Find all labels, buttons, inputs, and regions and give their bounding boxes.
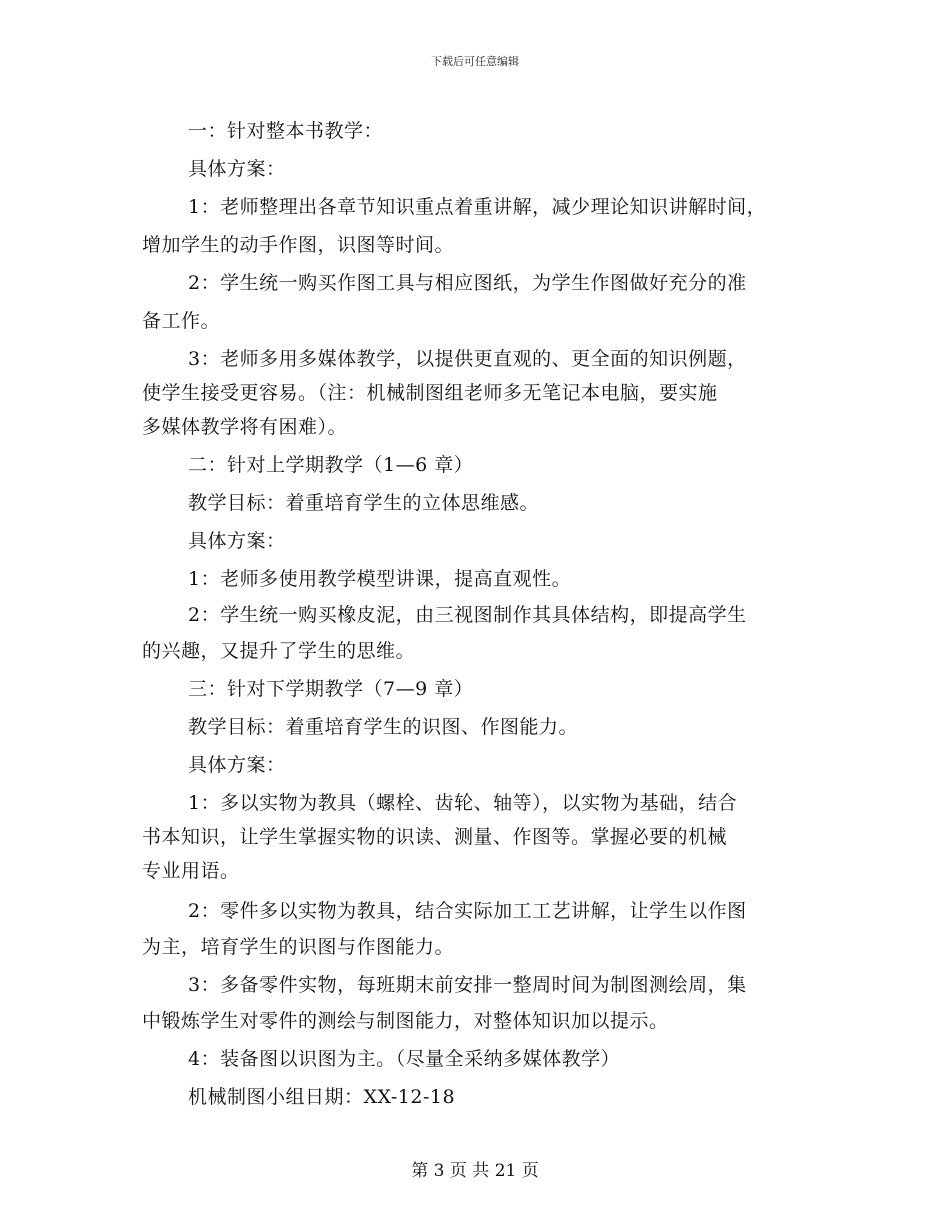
text-line: 3：多备零件实物，每班期末前安排一整周时间为制图测绘周，集 [188,974,747,996]
text-line: 多媒体教学将有困难）。 [142,416,348,438]
text-line: 具体方案： [188,530,286,552]
text-line: 的兴趣，又提升了学生的思维。 [142,640,416,662]
text-line: 教学目标：着重培育学生的立体思维感。 [188,492,540,514]
text-line: 备工作。 [142,310,221,332]
text-line: 具体方案： [188,158,286,180]
text-line: 1：多以实物为教具（螺栓、齿轮、轴等），以实物为基础，结合 [188,792,738,814]
text-line: 书本知识，让学生掌握实物的识读、测量、作图等。掌握必要的机械 [142,826,728,848]
text-line: 中锻炼学生对零件的测绘与制图能力，对整体知识加以提示。 [142,1010,669,1032]
text-line: 3：老师多用多媒体教学，以提供更直观的、更全面的知识例题， [188,348,747,370]
text-line: 一：针对整本书教学： [188,120,384,142]
text-line: 1：老师整理出各章节知识重点着重讲解，减少理论知识讲解时间， [188,196,767,218]
text-line: 三：针对下学期教学（7—9 章） [188,678,474,700]
text-line: 使学生接受更容易。（注：机械制图组老师多无笔记本电脑，要实施 [142,382,718,404]
text-line: 2：学生统一购买作图工具与相应图纸，为学生作图做好充分的准 [188,272,747,294]
text-line: 2：学生统一购买橡皮泥，由三视图制作其具体结构，即提高学生 [188,604,747,626]
page-footer: 第 3 页 共 21 页 [411,1161,539,1181]
page-header: 下载后可任意编辑 [431,55,519,68]
text-line: 2：零件多以实物为教具，结合实际加工工艺讲解，让学生以作图 [188,900,747,922]
text-line: 二：针对上学期教学（1—6 章） [188,454,474,476]
text-line: 1：老师多使用教学模型讲课，提高直观性。 [188,568,572,590]
text-line: 增加学生的动手作图，识图等时间。 [142,234,455,256]
text-line: 教学目标：着重培育学生的识图、作图能力。 [188,716,579,738]
text-line: 具体方案： [188,754,286,776]
text-line: 4：装备图以识图为主。（尽量全采纳多媒体教学） [188,1048,621,1070]
text-line: 为主，培育学生的识图与作图能力。 [142,936,455,958]
text-line: 专业用语。 [142,860,240,882]
text-line: 机械制图小组日期：XX-12-18 [188,1086,456,1108]
